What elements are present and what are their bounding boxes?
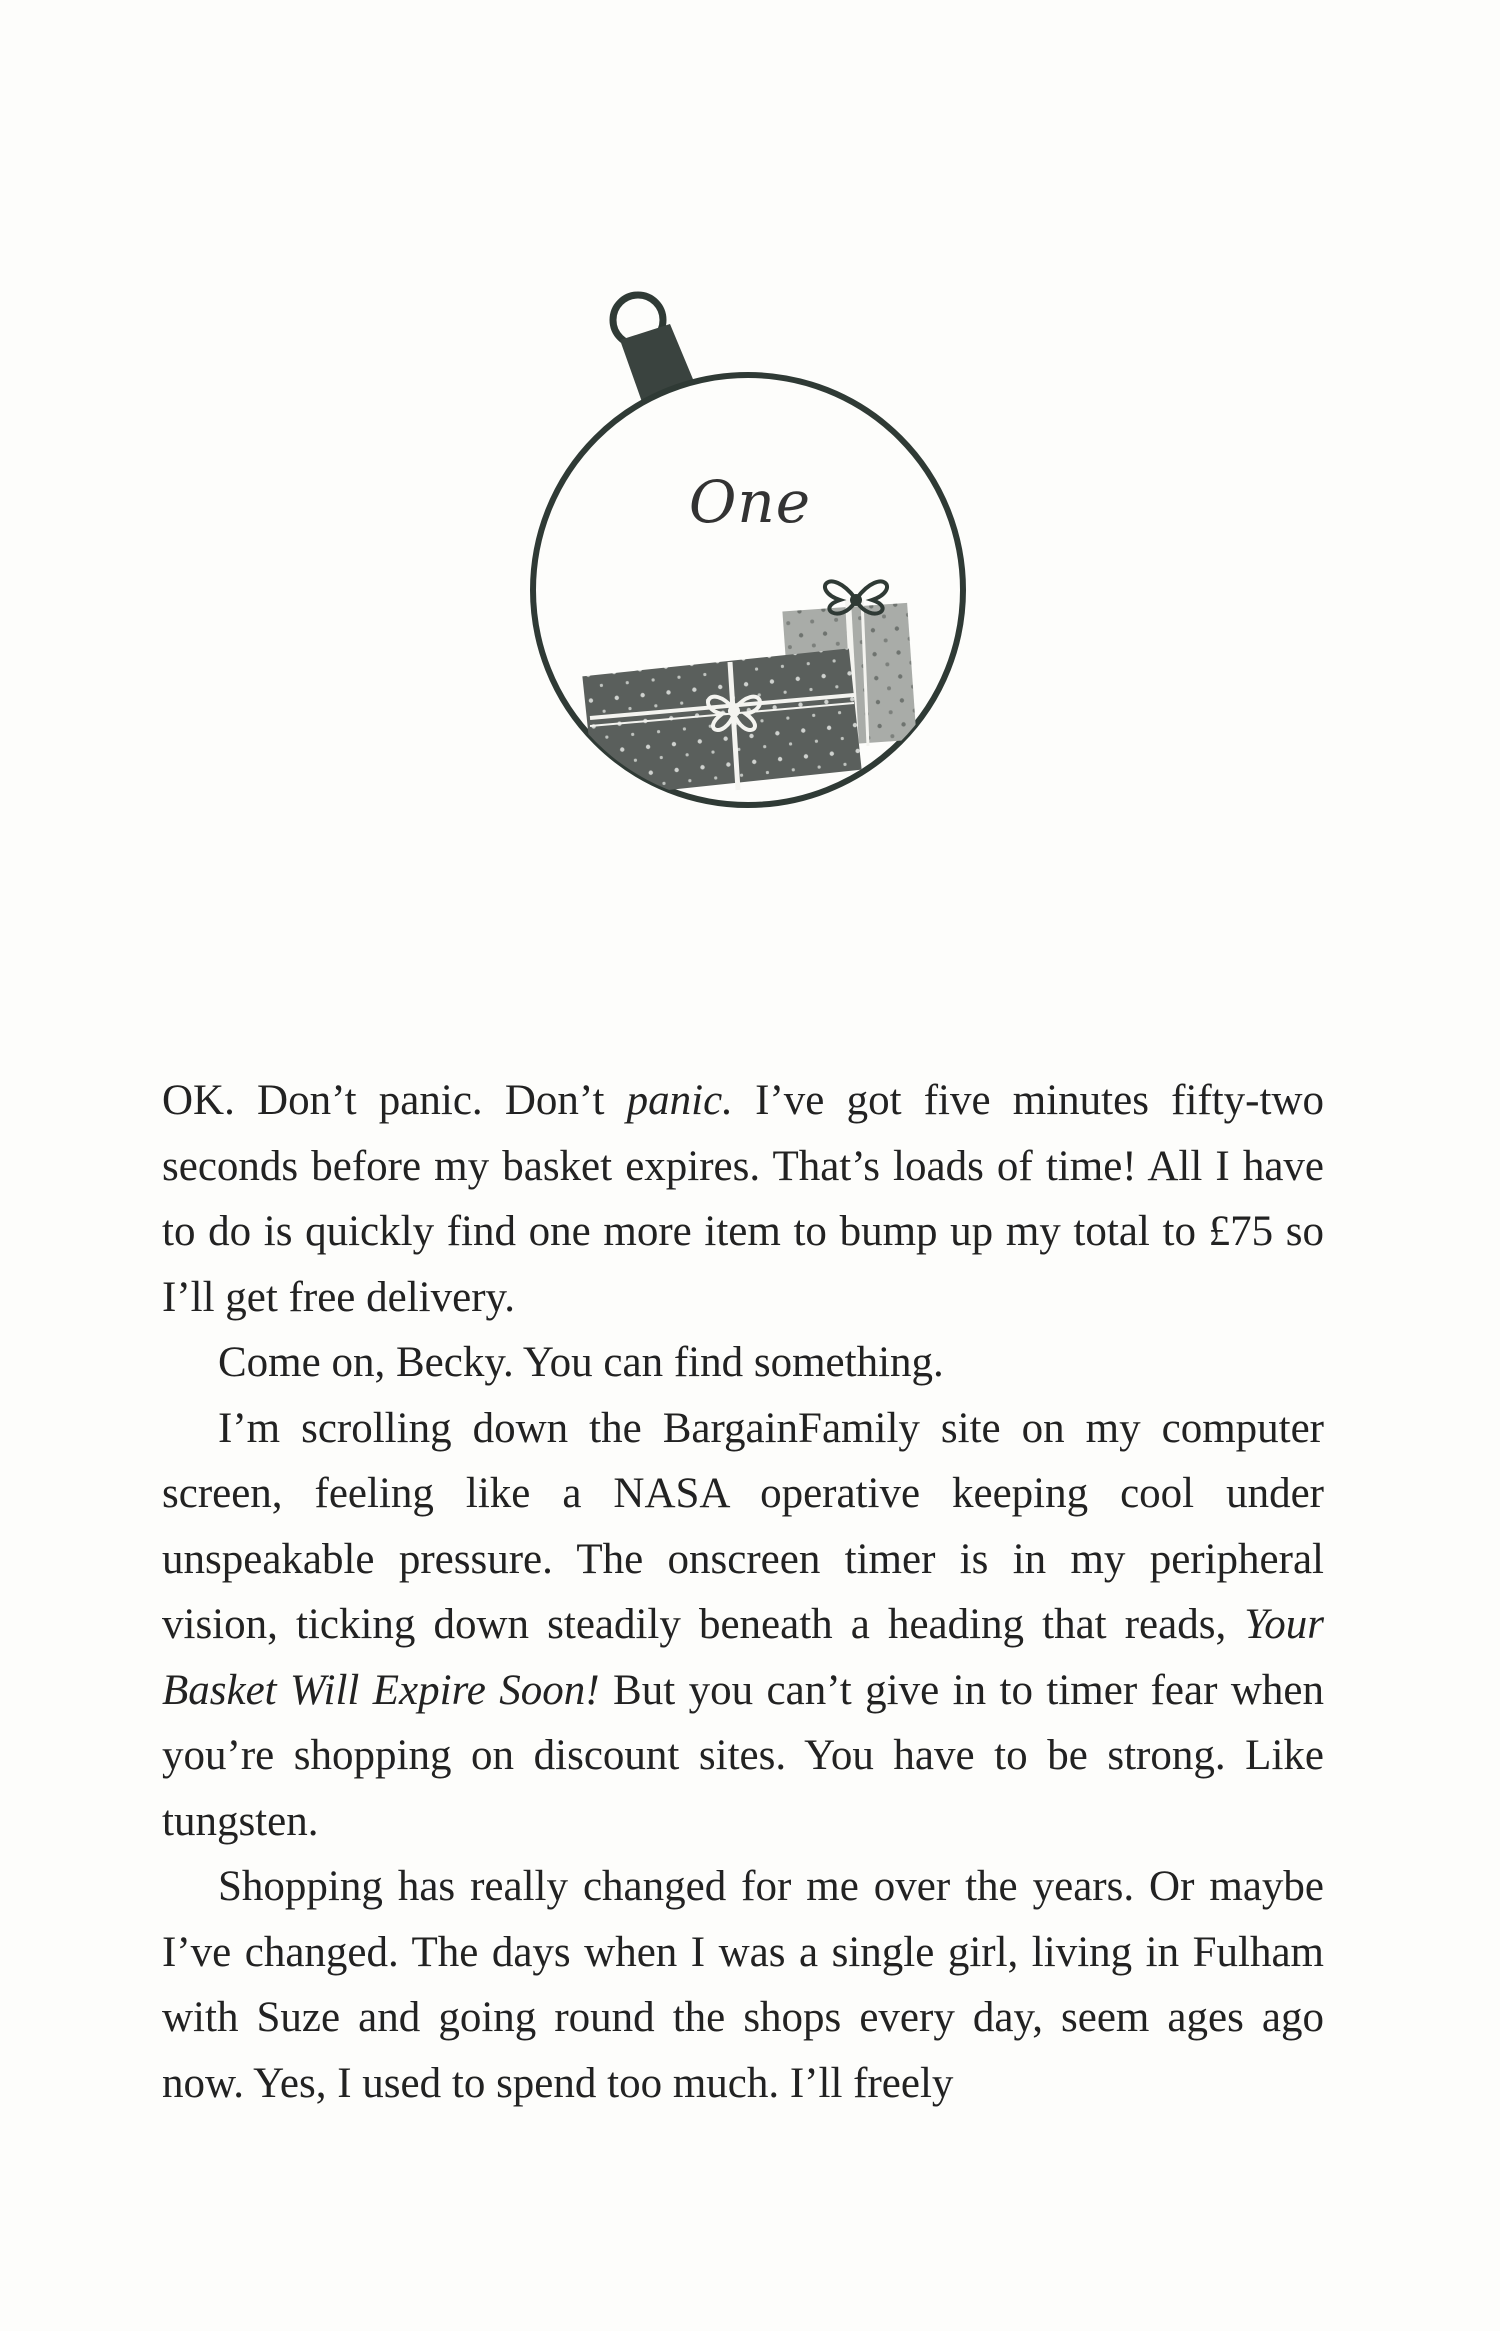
paragraph-3	[162, 1396, 1324, 1855]
paragraph-3-emphasis: Your Basket Will Expire Soon!	[162, 1601, 1324, 1714]
paragraph-1-text-a: OK. Don’t panic. Don’t	[162, 1077, 627, 1124]
paragraph-1	[162, 1068, 1324, 1330]
paragraph-2: Come on, Becky. You can find something.	[218, 1339, 944, 1386]
paragraph-4: Shopping has really changed for me over the years. Or maybe I’ve changed. The days when I was a single girl, living in Fulham with Suze and going round the shops every day, seem ages ago now. Yes, I used to spend too much. I’ll freely	[162, 1863, 1324, 2107]
chapter-body-text	[162, 1068, 1324, 2116]
paragraph-1-emphasis: panic.	[626, 1077, 733, 1124]
paragraph-3-text-b: But you can’t give in to timer fear when you’re shopping on discount sites. You have to be strong. Like tungsten.	[162, 1666, 1324, 1845]
chapter-title: One	[688, 468, 812, 536]
paragraph-1-text-b: I’ve got five minutes fifty-two seconds before my basket expires. That’s loads of time! All I have to do is quickly find one more item to bump up my total to £75 so I’ll get free delivery.	[162, 1077, 1324, 1321]
christmas-bauble-with-gifts-icon	[510, 290, 990, 810]
paragraph-3-text-a: I’m scrolling down the BargainFamily site on my computer screen, feeling like a NASA operative keeping cool under unspeakable pressure. The onscreen timer is in my peripheral vision, ticking down steadily beneath a heading that reads,	[162, 1404, 1324, 1648]
